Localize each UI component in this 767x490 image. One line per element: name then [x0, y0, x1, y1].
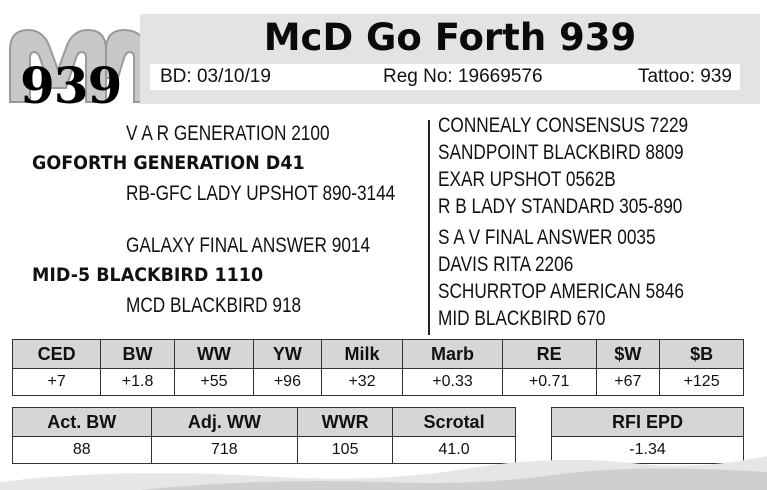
pedigree-right-item: SANDPOINT BLACKBIRD 8809 [438, 141, 684, 164]
epd-value-cell: +7 [13, 369, 101, 396]
pedigree-right-item: EXAR UPSHOT 0562B [438, 168, 616, 191]
epd-header-cell: $B [660, 340, 744, 369]
pedigree-sire: GOFORTH GENERATION D41 [32, 152, 305, 174]
epd-value-cell: +32 [321, 369, 402, 396]
epd-header-cell: CED [13, 340, 101, 369]
epd-value-cell: +67 [596, 369, 660, 396]
tattoo: Tattoo: 939 [637, 66, 732, 87]
pedigree-sire-sire: V A R GENERATION 2100 [126, 122, 330, 145]
rfi-header-row [552, 408, 744, 437]
pedigree-dam-dam: MCD BLACKBIRD 918 [126, 294, 302, 317]
epd-header-cell: BW [101, 340, 175, 369]
actuals-value-cell: 41.0 [393, 437, 516, 464]
epd-value-cell: +0.71 [502, 369, 596, 396]
actuals-header-cell: Act. BW [13, 408, 152, 437]
epd-value-cell: +96 [253, 369, 321, 396]
epd-header-row [13, 340, 744, 369]
animal-name-title: McD Go Forth 939 [263, 16, 637, 59]
actuals-value-cell: 88 [13, 437, 152, 464]
pedigree-right-item: R B LADY STANDARD 305-890 [438, 195, 683, 218]
pedigree-dam: MID-5 BLACKBIRD 1110 [32, 264, 264, 286]
rfi-value-cell: -1.34 [552, 437, 744, 464]
epd-header-cell: RE [502, 340, 596, 369]
epd-header-cell: WW [174, 340, 253, 369]
actuals-header-row [13, 408, 516, 437]
pedigree-right-item: SCHURRTOP AMERICAN 5846 [438, 280, 684, 303]
bottom-swoosh-decoration [0, 438, 767, 490]
pedigree-right-item: DAVIS RITA 2206 [438, 253, 574, 276]
pedigree-divider [428, 120, 430, 335]
epd-value-cell: +55 [174, 369, 253, 396]
pedigree-right-item: S A V FINAL ANSWER 0035 [438, 226, 656, 249]
pedigree-right-item: CONNEALY CONSENSUS 7229 [438, 114, 689, 137]
info-bar [150, 64, 740, 90]
epd-value-cell: +1.8 [101, 369, 175, 396]
epd-header-cell: YW [253, 340, 321, 369]
registration-number: Reg No: 19669576 [383, 66, 543, 87]
epd-header-cell: Marb [403, 340, 503, 369]
epd-value-row [13, 369, 744, 396]
rfi-header-cell: RFI EPD [552, 408, 744, 437]
pedigree-sire-dam: RB-GFC LADY UPSHOT 890-3144 [126, 182, 396, 205]
lot-number: 939 [20, 56, 122, 115]
actuals-value-cell: 718 [151, 437, 298, 464]
actuals-header-cell: WWR [298, 408, 393, 437]
pedigree-dam-sire: GALAXY FINAL ANSWER 9014 [126, 234, 371, 257]
actuals-value-cell: 105 [298, 437, 393, 464]
epd-header-cell: $W [596, 340, 660, 369]
actuals-header-cell: Adj. WW [151, 408, 298, 437]
pedigree-right-item: MID BLACKBIRD 670 [438, 307, 606, 330]
epd-value-cell: +0.33 [403, 369, 503, 396]
epd-header-cell: Milk [321, 340, 402, 369]
epd-table [12, 339, 744, 396]
birth-date: BD: 03/10/19 [160, 66, 271, 87]
epd-value-cell: +125 [660, 369, 744, 396]
actuals-header-cell: Scrotal [393, 408, 516, 437]
